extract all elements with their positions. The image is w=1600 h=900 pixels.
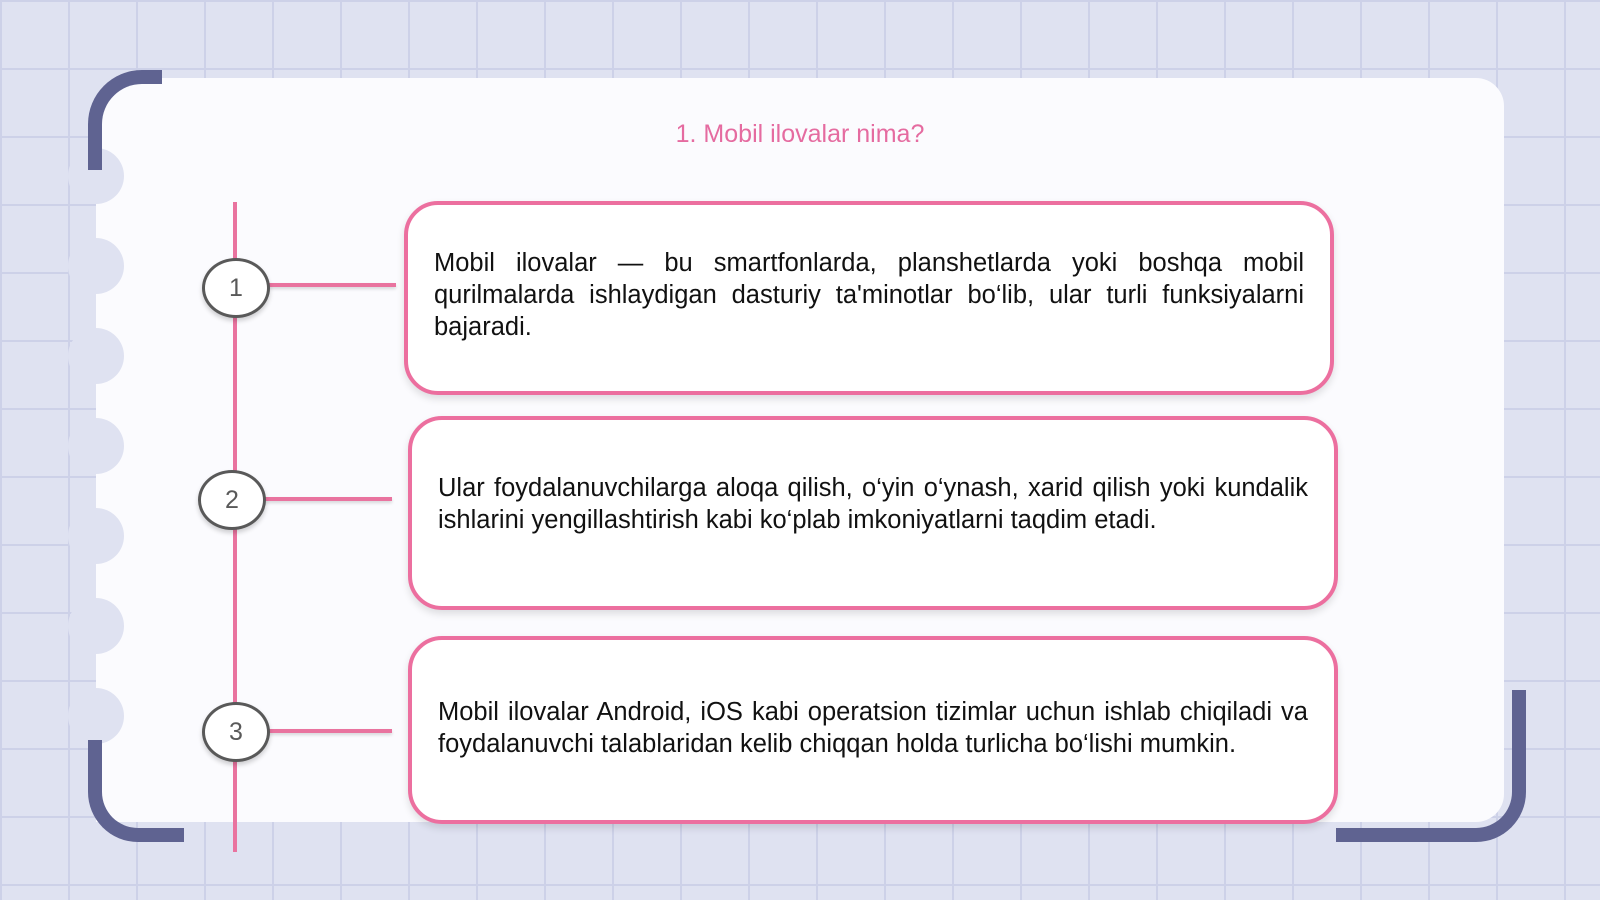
info-box — [404, 201, 1334, 395]
timeline-connector — [266, 729, 392, 733]
step-number-badge: 3 — [202, 702, 270, 762]
timeline-connector — [266, 283, 396, 287]
info-box — [408, 636, 1338, 824]
card-scallop — [68, 418, 124, 474]
slide-title: 1. Mobil ilovalar nima? — [675, 120, 925, 148]
card-scallop — [68, 328, 124, 384]
card-scallop — [68, 688, 124, 744]
step-number-badge: 1 — [202, 258, 270, 318]
card-scallop — [68, 238, 124, 294]
card-scallop — [68, 598, 124, 654]
timeline-connector — [262, 497, 392, 501]
info-box — [408, 416, 1338, 610]
info-text: Mobil ilovalar — bu smartfonlarda, planshetlarda yoki boshqa mobil qurilmalarda ishlaydigan dasturiy ta'minotlar bo‘lib, ular turli funksiyalarni bajaradi. — [434, 249, 1304, 341]
info-text: Ular foydalanuvchilarga aloqa qilish, o‘yin o‘ynash, xarid qilish yoki kundalik ishlarini yengillashtirish kabi ko‘plab imkoniyatlarni taqdim etadi. — [438, 474, 1308, 534]
info-text: Mobil ilovalar Android, iOS kabi operatsion tizimlar uchun ishlab chiqiladi va foydalanuvchi talablaridan kelib chiqqan holda turlicha bo‘lishi mumkin. — [438, 698, 1308, 758]
frame-corner-top-left — [88, 70, 162, 170]
frame-corner-bottom-right — [1336, 690, 1526, 842]
step-number-badge: 2 — [198, 470, 266, 530]
card-scallop — [68, 508, 124, 564]
frame-corner-bottom-left — [88, 740, 184, 842]
